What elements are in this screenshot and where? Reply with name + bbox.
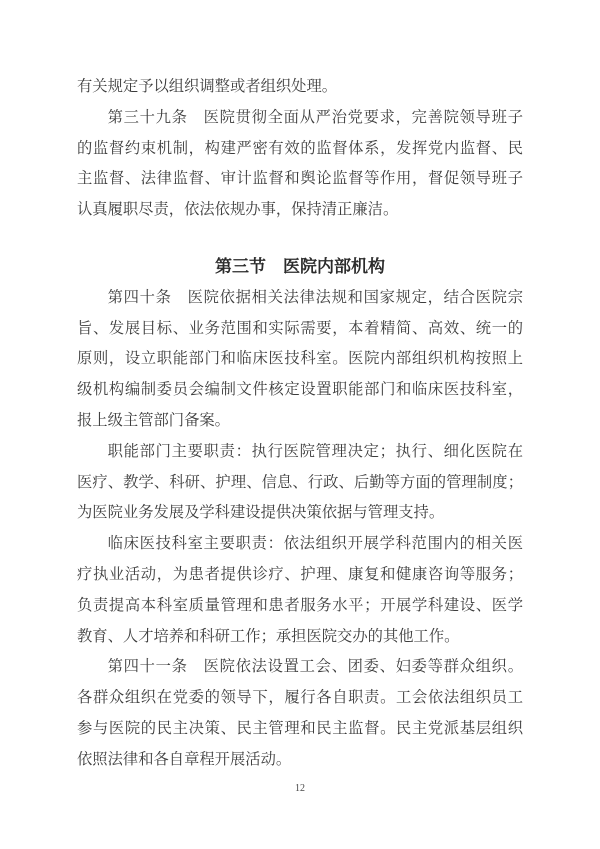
text-line: 教育、人才培养和科研工作；承担医院交办的其他工作。 [77, 627, 460, 645]
text-line: 职能部门主要职责：执行医院管理决定；执行、细化医院在 [107, 442, 523, 460]
page-number: 12 [295, 783, 305, 794]
text-line: 旨、发展目标、业务范围和实际需要，本着精简、高效、统一的 [77, 319, 523, 337]
document-body [77, 72, 523, 776]
text-line: 依照法律和各自章程开展活动。 [77, 750, 292, 768]
text-line: 第三十九条 医院贯彻全面从严治党要求，完善院领导班子 [107, 108, 523, 126]
text-line: 临床医技科室主要职责：依法组织开展学科范围内的相关医 [107, 535, 523, 553]
text-line: 第四十条 医院依据相关法律法规和国家规定，结合医院宗 [107, 288, 523, 306]
text-line: 医疗、教学、科研、护理、信息、行政、后勤等方面的管理制度； [77, 473, 523, 491]
text-line: 认真履职尽责，依法依规办事，保持清正廉洁。 [77, 201, 399, 219]
text-line: 参与医院的民主决策、民主管理和民主监督。民主党派基层组织 [77, 719, 523, 737]
text-line: 原则，设立职能部门和临床医技科室。医院内部组织机构按照上 [77, 350, 523, 368]
text-line: 负责提高本科室质量管理和患者服务水平；开展学科建设、医学 [77, 596, 523, 614]
text-line: 报上级主管部门备案。 [77, 411, 230, 429]
text-line: 的监督约束机制，构建严密有效的监督体系，发挥党内监督、民 [77, 139, 523, 157]
text-line: 第四十一条 医院依法设置工会、团委、妇委等群众组织。 [107, 658, 523, 676]
text-line: 各群众组织在党委的领导下，履行各自职责。工会依法组织员工 [77, 689, 523, 707]
text-line: 疗执业活动，为患者提供诊疗、护理、康复和健康咨询等服务； [77, 565, 523, 583]
text-line: 有关规定予以组织调整或者组织处理。 [77, 78, 338, 95]
text-line: 级机构编制委员会编制文件核定设置职能部门和临床医技科室， [77, 381, 523, 399]
text-line: 为医院业务发展及学科建设提供决策依据与管理支持。 [77, 504, 445, 522]
section-heading: 第三节 医院内部机构 [215, 256, 385, 276]
text-line: 主监督、法律监督、审计监督和舆论监督等作用，督促领导班子 [77, 170, 523, 188]
